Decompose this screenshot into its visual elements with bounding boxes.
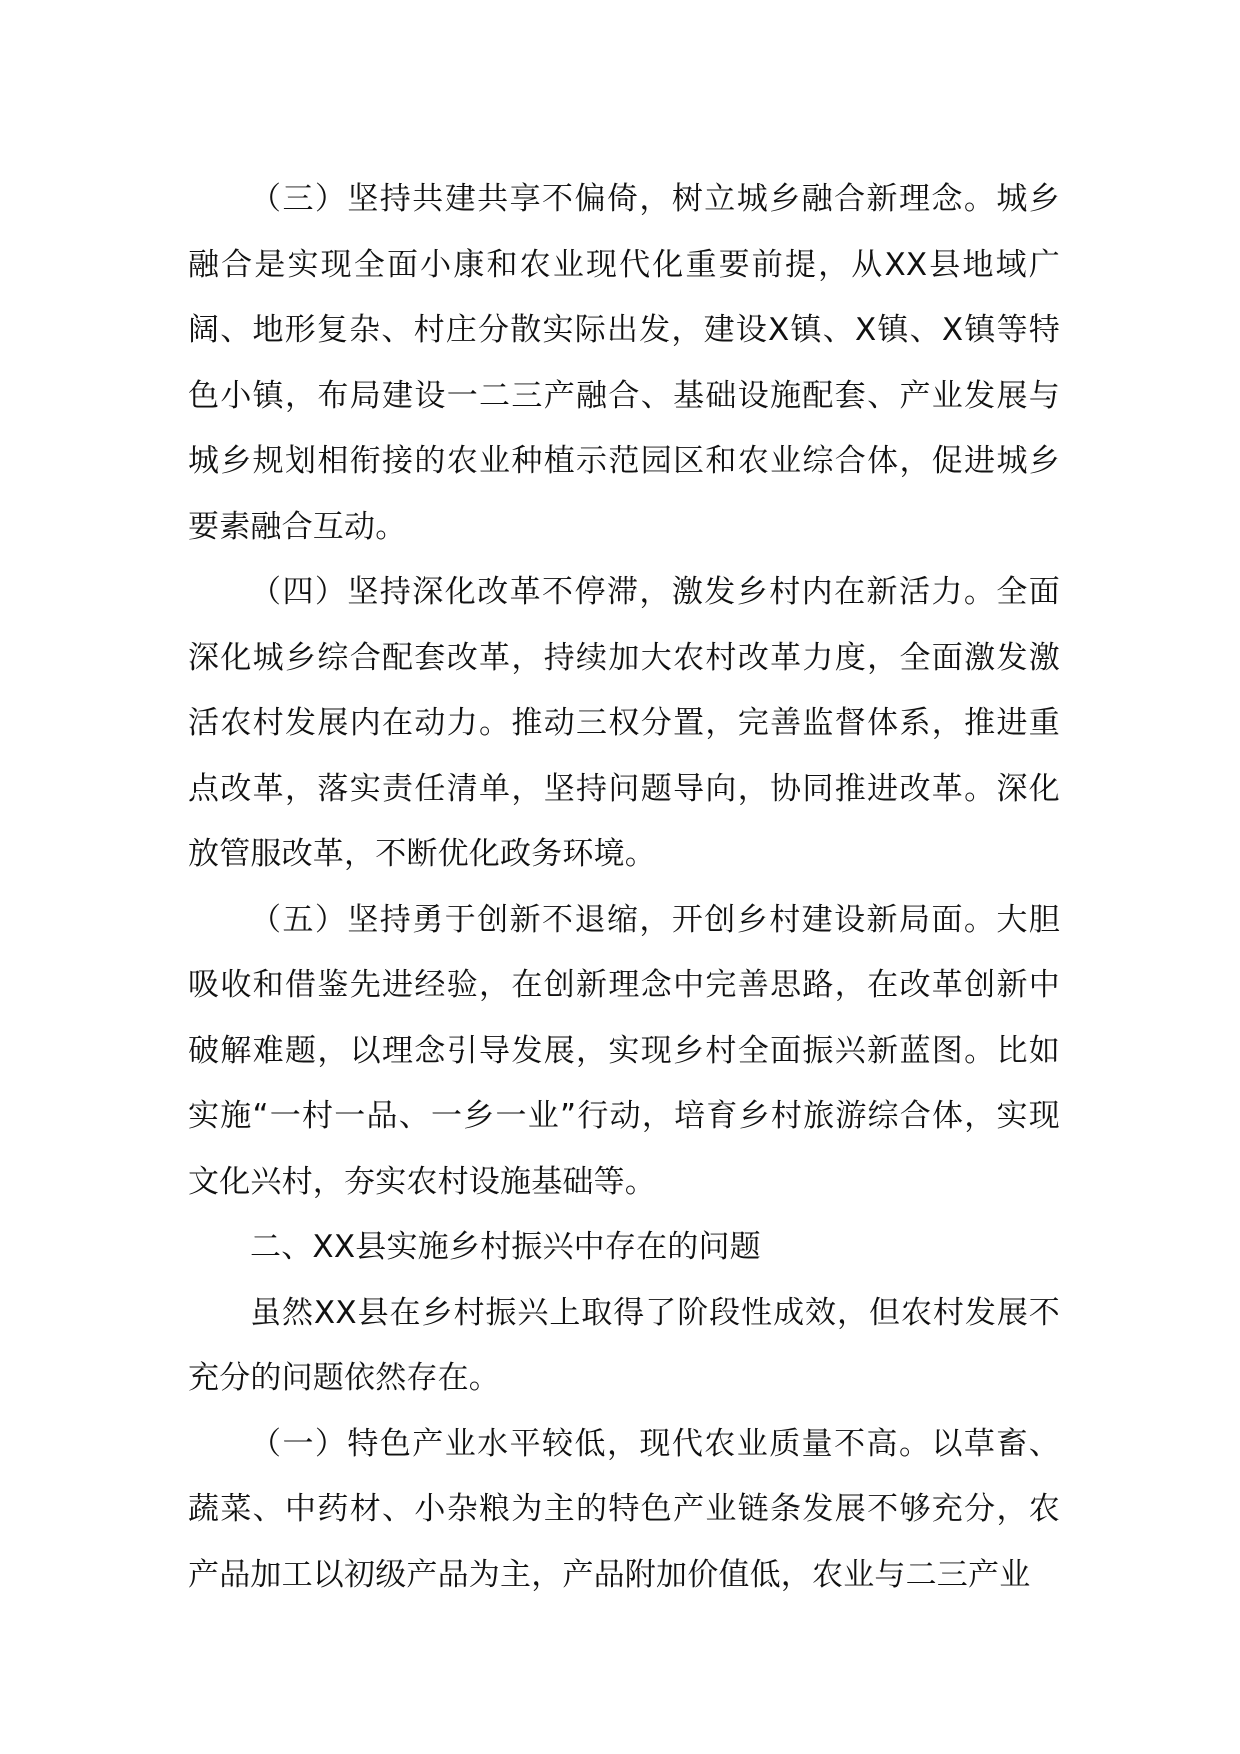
paragraph-problem-1: （一）特色产业水平较低，现代农业质量不高。以草畜、蔬菜、中药材、小杂粮为主的特色产业链条发展不够充分，农产品加工以初级产品为主，产品附加价值低，农业与二三产业 bbox=[188, 1425, 1060, 1593]
paragraph-section-4: （四）坚持深化改革不停滞，激发乡村内在新活力。全面深化城乡综合配套改革，持续加大农村改革力度，全面激发激活农村发展内在动力。推动三权分置，完善监督体系，推进重点改革，落实责任清单，坚持问题导向，协同推进改革。深化放管服改革，不断优化政务环境。 bbox=[188, 574, 1060, 872]
paragraph-section-3: （三）坚持共建共享不偏倚，树立城乡融合新理念。城乡融合是实现全面小康和农业现代化重要前提，从XX县地域广阔、地形复杂、村庄分散实际出发，建设X镇、X镇、X镇等特色小镇，布局建设一二三产融合、基础设施配套、产业发展与城乡规划相衔接的农业种植示范园区和农业综合体，促进城乡要素融合互动。 bbox=[188, 181, 1060, 545]
heading-problems: 二、XX县实施乡村振兴中存在的问题 bbox=[250, 1229, 761, 1265]
document-body bbox=[188, 167, 1060, 1608]
paragraph-problems-intro: 虽然XX县在乡村振兴上取得了阶段性成效，但农村发展不充分的问题依然存在。 bbox=[188, 1294, 1060, 1396]
paragraph-section-5: （五）坚持勇于创新不退缩，开创乡村建设新局面。大胆吸收和借鉴先进经验，在创新理念中完善思路，在改革创新中破解难题，以理念引导发展，实现乡村全面振兴新蓝图。比如实施“一村一品、一乡一业”行动，培育乡村旅游综合体，实现文化兴村，夯实农村设施基础等。 bbox=[188, 901, 1060, 1200]
